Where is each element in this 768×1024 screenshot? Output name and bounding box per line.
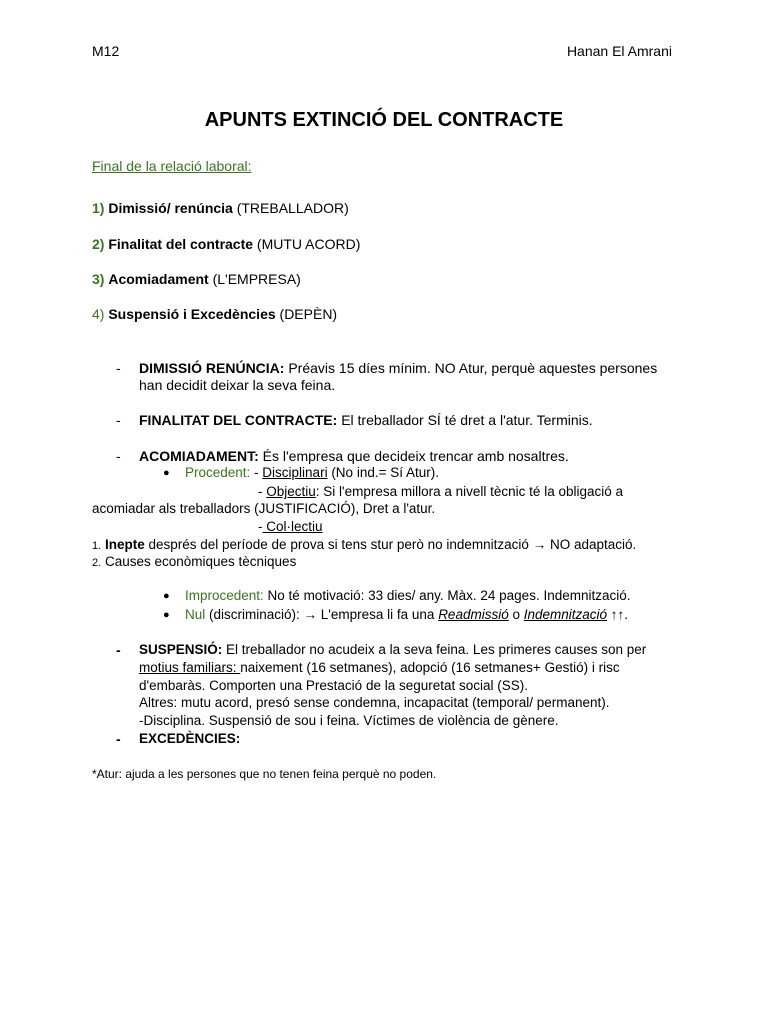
suspensio-line4: Altres: mutu acord, presó sense condemna, incapacitat (temporal/ permanent). — [139, 695, 610, 710]
suspensio-line2 — [139, 660, 620, 675]
list-number: 2) — [92, 236, 105, 252]
list-bold: Finalitat del contracte — [108, 236, 254, 252]
finalitat-heading: FINALITAT DEL CONTRACTE: — [139, 412, 338, 428]
procedent-label: Procedent: — [185, 465, 251, 480]
dash-marker: - — [116, 448, 121, 464]
excedencies-heading: EXCEDÈNCIES: — [139, 731, 241, 746]
document-title: APUNTS EXTINCIÓ DEL CONTRACTE — [204, 109, 564, 131]
acomiadament-text: És l'empresa que decideix trencar amb nosaltres. — [258, 448, 569, 464]
ineptitud-term: Inepte — [104, 537, 145, 552]
list-rest: (L'EMPRESA) — [208, 271, 301, 287]
header-course: M12 — [92, 43, 120, 59]
collectiu-term: Col·lectiu — [262, 519, 323, 534]
suspensio-line3: d'embaràs. Comporten una Prestació de la seguretat social (SS). — [139, 678, 529, 693]
list-bold: Suspensió i Excedències — [108, 306, 276, 322]
list-item — [92, 271, 301, 287]
suspensio-text: El treballador no acudeix a la seva feina. Les primeres causes son per — [222, 642, 647, 657]
readmissio-term: Readmissió — [438, 607, 509, 622]
motius-term: motius familiars: — [139, 660, 241, 675]
list-item — [92, 200, 349, 216]
procedent-line — [185, 465, 439, 480]
ordinal-marker: 2. — [92, 557, 102, 569]
suspensio-text: naixement (16 setmanes), adopció (16 setmanes+ Gestió) i risc — [240, 660, 620, 675]
dash-marker: - — [116, 642, 121, 658]
list-item — [92, 236, 360, 252]
list-rest: (DEPÈN) — [275, 306, 338, 322]
ineptitud-text: després del període de prova si tens stur però no indemnització → NO adaptació. — [144, 537, 637, 552]
bullet-marker: ● — [163, 609, 170, 621]
objectiu-line — [258, 484, 623, 499]
section-subtitle: Final de la relació laboral: — [92, 158, 252, 174]
collectiu-dash: - — [258, 519, 263, 534]
header-author: Hanan El Amrani — [566, 43, 672, 59]
bullet-marker: ● — [163, 590, 170, 602]
dash-marker: - — [116, 412, 121, 428]
disciplinari-term: Disciplinari — [262, 465, 328, 480]
objectiu-text: : Si l'empresa millora a nivell tècnic té la obligació a — [315, 484, 623, 499]
nul-text: (discriminació): → L'empresa li fa una — [205, 607, 439, 622]
causes-line — [92, 554, 296, 569]
causes-text: Causes econòmiques tècniques — [104, 554, 297, 569]
nul-connector: o — [508, 607, 524, 622]
bullet-marker: ● — [163, 467, 170, 479]
ineptitud-line — [92, 537, 636, 552]
suspensio-line1 — [139, 642, 646, 657]
list-bold: Dimissió/ renúncia — [108, 200, 233, 216]
disciplinari-text: (No ind.= Sí Atur). — [327, 465, 439, 480]
objectiu-line2: acomiadar als treballadors (JUSTIFICACIÓ), Dret a l'atur. — [92, 501, 436, 516]
collectiu-line — [258, 519, 323, 534]
finalitat-text: El treballador SÍ té dret a l'atur. Terminis. — [337, 412, 593, 428]
dash-marker: - — [116, 731, 121, 747]
improcedent-text: No té motivació: 33 dies/ any. Màx. 24 pages. Indemnització. — [263, 588, 631, 603]
dimissio-line1 — [139, 360, 657, 376]
list-number: 1) — [92, 200, 105, 216]
list-number: 4) — [92, 306, 105, 322]
dimissio-heading: DIMISSIÓ RENÚNCIA: — [139, 360, 285, 376]
acomiadament-line — [139, 448, 569, 464]
list-rest: (TREBALLADOR) — [232, 200, 349, 216]
list-rest: (MUTU ACORD) — [253, 236, 361, 252]
suspensio-line5: -Disciplina. Suspensió de sou i feina. Víctimes de violència de gènere. — [139, 713, 559, 728]
objectiu-term: Objectiu — [266, 484, 316, 499]
ordinal-marker: 1. — [92, 540, 102, 552]
suspensio-heading: SUSPENSIÓ: — [139, 642, 223, 657]
list-item — [92, 306, 337, 322]
acomiadament-heading: ACOMIADAMENT: — [139, 448, 259, 464]
improcedent-label: Improcedent: — [185, 588, 264, 603]
list-bold: Acomiadament — [108, 271, 209, 287]
indemnitzacio-term: Indemnització — [523, 607, 608, 622]
dimissio-text: Préavis 15 díes mínim. NO Atur, perquè aquestes persones — [284, 360, 658, 376]
arrows-icon: ↑↑. — [607, 607, 629, 622]
nul-label: Nul — [185, 607, 206, 622]
dash-marker: - — [116, 360, 121, 376]
finalitat-line — [139, 412, 593, 428]
procedent-dash: - — [250, 465, 263, 480]
improcedent-line — [185, 588, 631, 603]
list-number: 3) — [92, 271, 105, 287]
objectiu-dash: - — [258, 484, 267, 499]
footnote: *Atur: ajuda a les persones que no tenen feina perquè no poden. — [92, 767, 437, 781]
nul-line — [185, 607, 628, 622]
dimissio-line2: han decidit deixar la seva feina. — [139, 377, 336, 393]
